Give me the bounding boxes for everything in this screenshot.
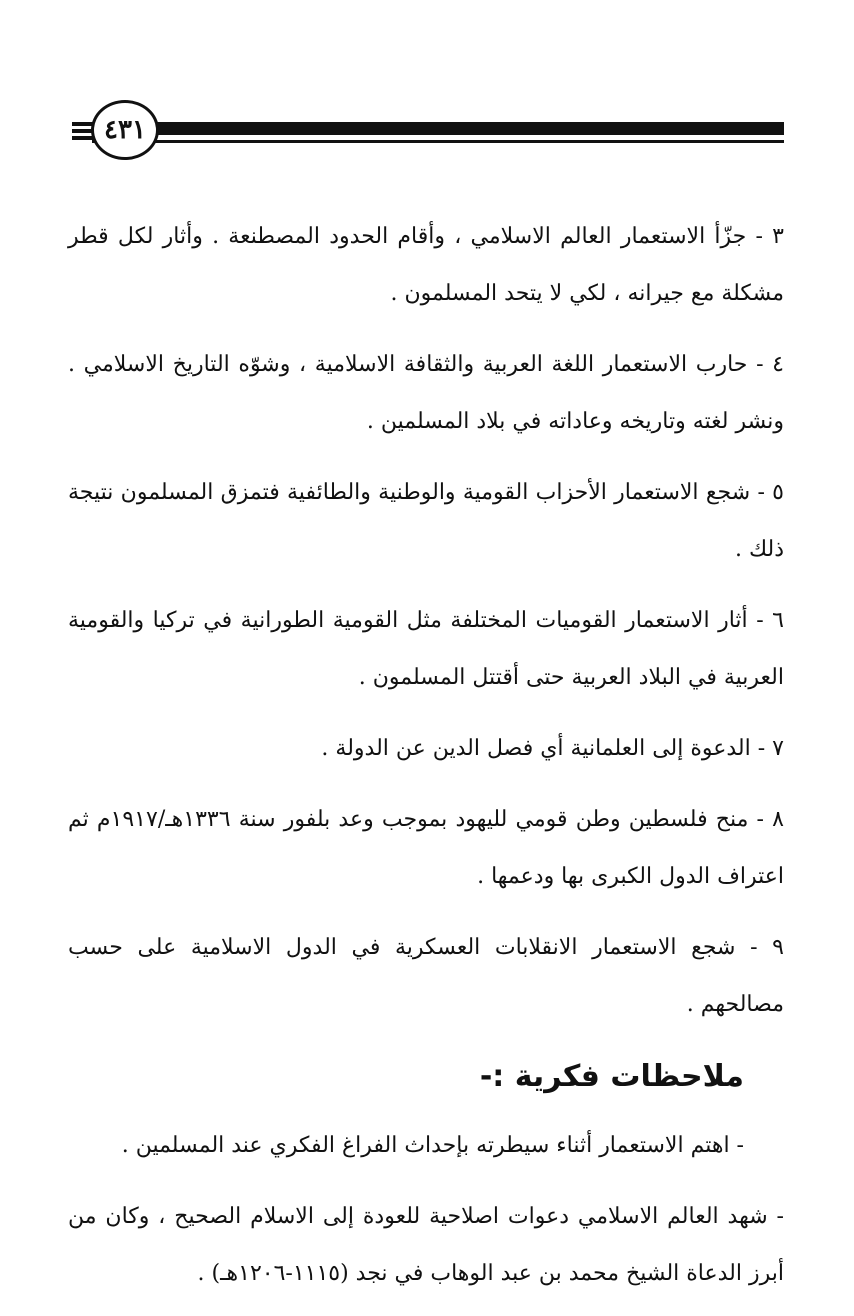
list-item: ٩ - شجع الاستعمار الانقلابات العسكرية في الدول الاسلامية على حسب مصالحهم . (68, 935, 784, 1017)
list-item: ٧ - الدعوة إلى العلمانية أي فصل الدين عن الدولة . (321, 736, 784, 761)
header-rule-left (72, 136, 94, 140)
list-item: ٣ - جزّأ الاستعمار العالم الاسلامي ، وأقام الحدود المصطنعة . وأثار لكل قطر مشكلة مع جيرانه ، لكي لا يتحد المسلمون . (68, 224, 784, 306)
list-item: ٥ - شجع الاستعمار الأحزاب القومية والوطنية والطائفية فتمزق المسلمون نتيجة ذلك . (68, 480, 784, 562)
header-rule-thick (92, 122, 784, 135)
page-header (72, 98, 784, 168)
section-heading: ملاحظات فكرية :- (479, 1059, 744, 1094)
list-item: ٨ - منح فلسطين وطن قومي لليهود بموجب وعد بلفور سنة ١٣٣٦هـ/١٩١٧م ثم اعتراف الدول الكبرى بها ودعمها . (68, 807, 784, 889)
list-item: ٦ - أثار الاستعمار القوميات المختلفة مثل القومية الطورانية في تركيا والقومية العربية في البلاد العربية حتى أقتتل المسلمون . (68, 608, 784, 690)
page-number: ٤٣١ (91, 100, 159, 160)
header-rule-thin (92, 140, 784, 143)
page-body (68, 208, 784, 1316)
note-item: - شهد العالم الاسلامي دعوات اصلاحية للعودة إلى الاسلام الصحيح ، وكان من أبرز الدعاة الشيخ محمد بن عبد الوهاب في نجد (١١١٥-١٢٠٦هـ) . (68, 1204, 784, 1286)
list-item: ٤ - حارب الاستعمار اللغة العربية والثقافة الاسلامية ، وشوّه التاريخ الاسلامي . ونشر لغته وتاريخه وعاداته في بلاد المسلمين . (68, 352, 784, 434)
note-item: - اهتم الاستعمار أثناء سيطرته بإحداث الفراغ الفكري عند المسلمين . (121, 1133, 744, 1158)
